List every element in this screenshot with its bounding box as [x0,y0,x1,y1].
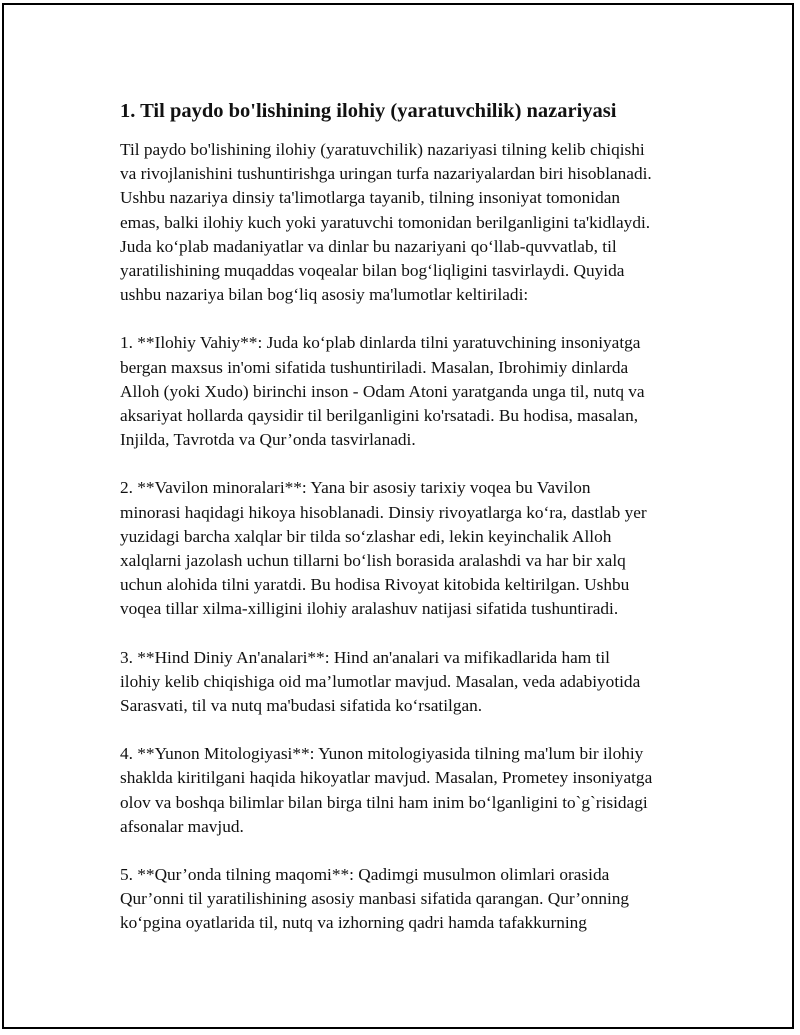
text-line: 4. **Yunon Mitologiyasi**: Yunon mitologiyasida tilning ma'lum bir ilohiy [120,744,644,764]
document-content [120,96,700,960]
text-line: emas, balki ilohiy kuch yoki yaratuvchi tomonidan berilganligini ta'kidlaydi. [120,212,651,232]
text-line: 2. **Vavilon minoralari**: Yana bir asosiy tarixiy voqea bu Vavilon [120,478,591,498]
text-line: Juda ko‘plab madaniyatlar va dinlar bu nazariyani qo‘llab-quvvatlab, til [120,236,617,256]
text-line: Qur’onni til yaratilishining asosiy manbasi sifatida qarangan. Qur’onning [120,889,630,909]
text-line: Sarasvati, til va nutq ma'budasi sifatida ko‘rsatilgan. [120,696,483,716]
text-line: afsonalar mavjud. [120,816,244,836]
text-line: Injilda, Tavrotda va Qur’onda tasvirlanadi. [120,430,416,450]
text-line: Til paydo bo'lishining ilohiy (yaratuvchilik) nazariyasi tilning kelib chiqishi [120,140,645,159]
text-line: olov va boshqa bilimlar bilan birga tilni ham inim bo‘lganligini to`g`risidagi [120,792,648,812]
document-page [2,3,794,1029]
paragraph-item-2 [120,476,700,621]
text-line: 1. **Ilohiy Vahiy**: Juda ko‘plab dinlarda tilni yaratuvchining insoniyatga [120,333,641,353]
text-line: 3. **Hind Diniy An'analari**: Hind an'analari va mifikadlarida ham til [120,647,610,667]
document-title: 1. Til paydo bo'lishining ilohiy (yaratuvchilik) nazariyasi [120,100,617,122]
text-line: ushbu nazariya bilan bog‘liq asosiy ma'lumotlar keltiriladi: [120,285,529,305]
text-line: uchun alohida tilni yaratdi. Bu hodisa Rivoyat kitobida keltirilgan. Ushbu [120,575,630,595]
text-line: voqea tillar xilma-xilligini ilohiy aralashuv natijasi sifatida tushuntiradi. [120,599,619,619]
text-line: Alloh (yoki Xudo) birinchi inson - Odam Atoni yaratganda unga til, nutq va [120,381,645,401]
text-line: shaklda kiritilgani haqida hikoyatlar mavjud. Masalan, Prometey insoniyatga [120,768,653,788]
text-line: ko‘pgina oyatlarida til, nutq va izhorning qadri hamda tafakkurning [120,913,587,933]
paragraph-intro [120,138,700,307]
text-line: 5. **Qur’onda tilning maqomi**: Qadimgi musulmon olimlari orasida [120,865,610,885]
text-line: Ushbu nazariya dinsiy ta'limotlarga tayanib, tilning insoniyat tomonidan [120,188,621,208]
text-line: va rivojlanishini tushuntirishga uringan turfa nazariyalardan biri hisoblanadi. [120,164,652,184]
paragraph-item-4 [120,742,700,839]
text-line: ilohiy kelib chiqishiga oid ma’lumotlar mavjud. Masalan, veda adabiyotida [120,671,641,691]
text-line: minorasi haqidagi hikoya hisoblanadi. Dinsiy rivoyatlarga ko‘ra, dastlab yer [120,502,647,522]
paragraph-item-3 [120,646,700,719]
text-line: xalqlarni jazolash uchun tillarni bo‘lish borasida aralashdi va har bir xalq [120,551,626,571]
paragraph-item-5 [120,863,700,936]
text-line: yuzidagi barcha xalqlar bir tilda so‘zlashar edi, lekin keyinchalik Alloh [120,526,612,546]
text-line: aksariyat hollarda qaysidir til berilganligini ko'rsatadi. Bu hodisa, masalan, [120,406,639,426]
text-line: yaratilishining muqaddas voqealar bilan bog‘liqligini tasvirlaydi. Quyida [120,261,625,281]
text-line: bergan maxsus in'omi sifatida tushuntiriladi. Masalan, Ibrohimiy dinlarda [120,357,629,377]
paragraph-item-1 [120,331,700,452]
